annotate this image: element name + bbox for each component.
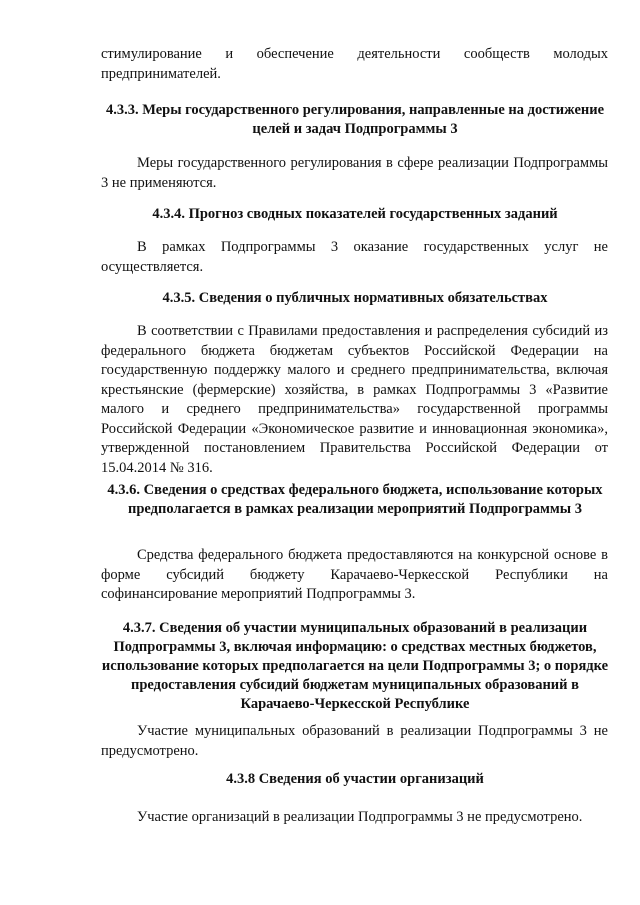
section-4-3-3-heading: 4.3.3. Меры государственного регулирования, направленные на достижение целей и задач Подпрограммы 3 bbox=[105, 102, 605, 137]
section-4-3-8-heading: 4.3.8 Сведения об участии организаций bbox=[226, 771, 484, 787]
intro-paragraph: стимулирование и обеспечение деятельности сообществ молодых предпринимателей. bbox=[101, 46, 608, 82]
section-4-3-8-body: Участие организаций в реализации Подпрограммы 3 не предусмотрено. bbox=[137, 809, 583, 825]
section-4-3-5-heading: 4.3.5. Сведения о публичных нормативных обязательствах bbox=[162, 290, 548, 306]
section-4-3-4-heading: 4.3.4. Прогноз сводных показателей государственных заданий bbox=[152, 206, 558, 222]
section-4-3-6-body: Средства федерального бюджета предоставляются на конкурсной основе в форме субсидий бюджету Карачаево-Черкесской Республики на софинансирование мероприятий Подпрограммы 3. bbox=[101, 547, 608, 602]
section-4-3-6-heading: 4.3.6. Сведения о средствах федерального бюджета, использование которых предполагается в рамках реализации мероприятий Подпрограммы 3 bbox=[107, 482, 603, 517]
section-4-3-4-body: В рамках Подпрограммы 3 оказание государственных услуг не осуществляется. bbox=[101, 239, 608, 275]
section-4-3-5-body: В соответствии с Правилами предоставления и распределения субсидий из федерального бюджета бюджетам субъектов Российской Федерации на государственную поддержку малого и среднего предпринимательства, включая крестьянские (фермерские) хозяйства, в рамках Подпрограммы 3 «Развитие малого и среднего предпринимательства» государственной программы Российской Федерации «Экономическое развитие и инновационная экономика», утвержденной постановлением Правительства Российской Федерации от 15.04.2014 № 316. bbox=[101, 323, 608, 476]
section-4-3-3-body: Меры государственного регулирования в сфере реализации Подпрограммы 3 не применяются. bbox=[101, 155, 608, 191]
section-4-3-7-heading: 4.3.7. Сведения об участии муниципальных образований в реализации Подпрограммы 3, включая информацию: о средствах местных бюджетов, использование которых предполагается на цели Подпрограммы 3; о порядке предоставления субсидий бюджетам муниципальных образований в Карачаево-Черкесской Республике bbox=[101, 620, 609, 712]
section-4-3-7-body: Участие муниципальных образований в реализации Подпрограммы 3 не предусмотрено. bbox=[101, 723, 608, 759]
